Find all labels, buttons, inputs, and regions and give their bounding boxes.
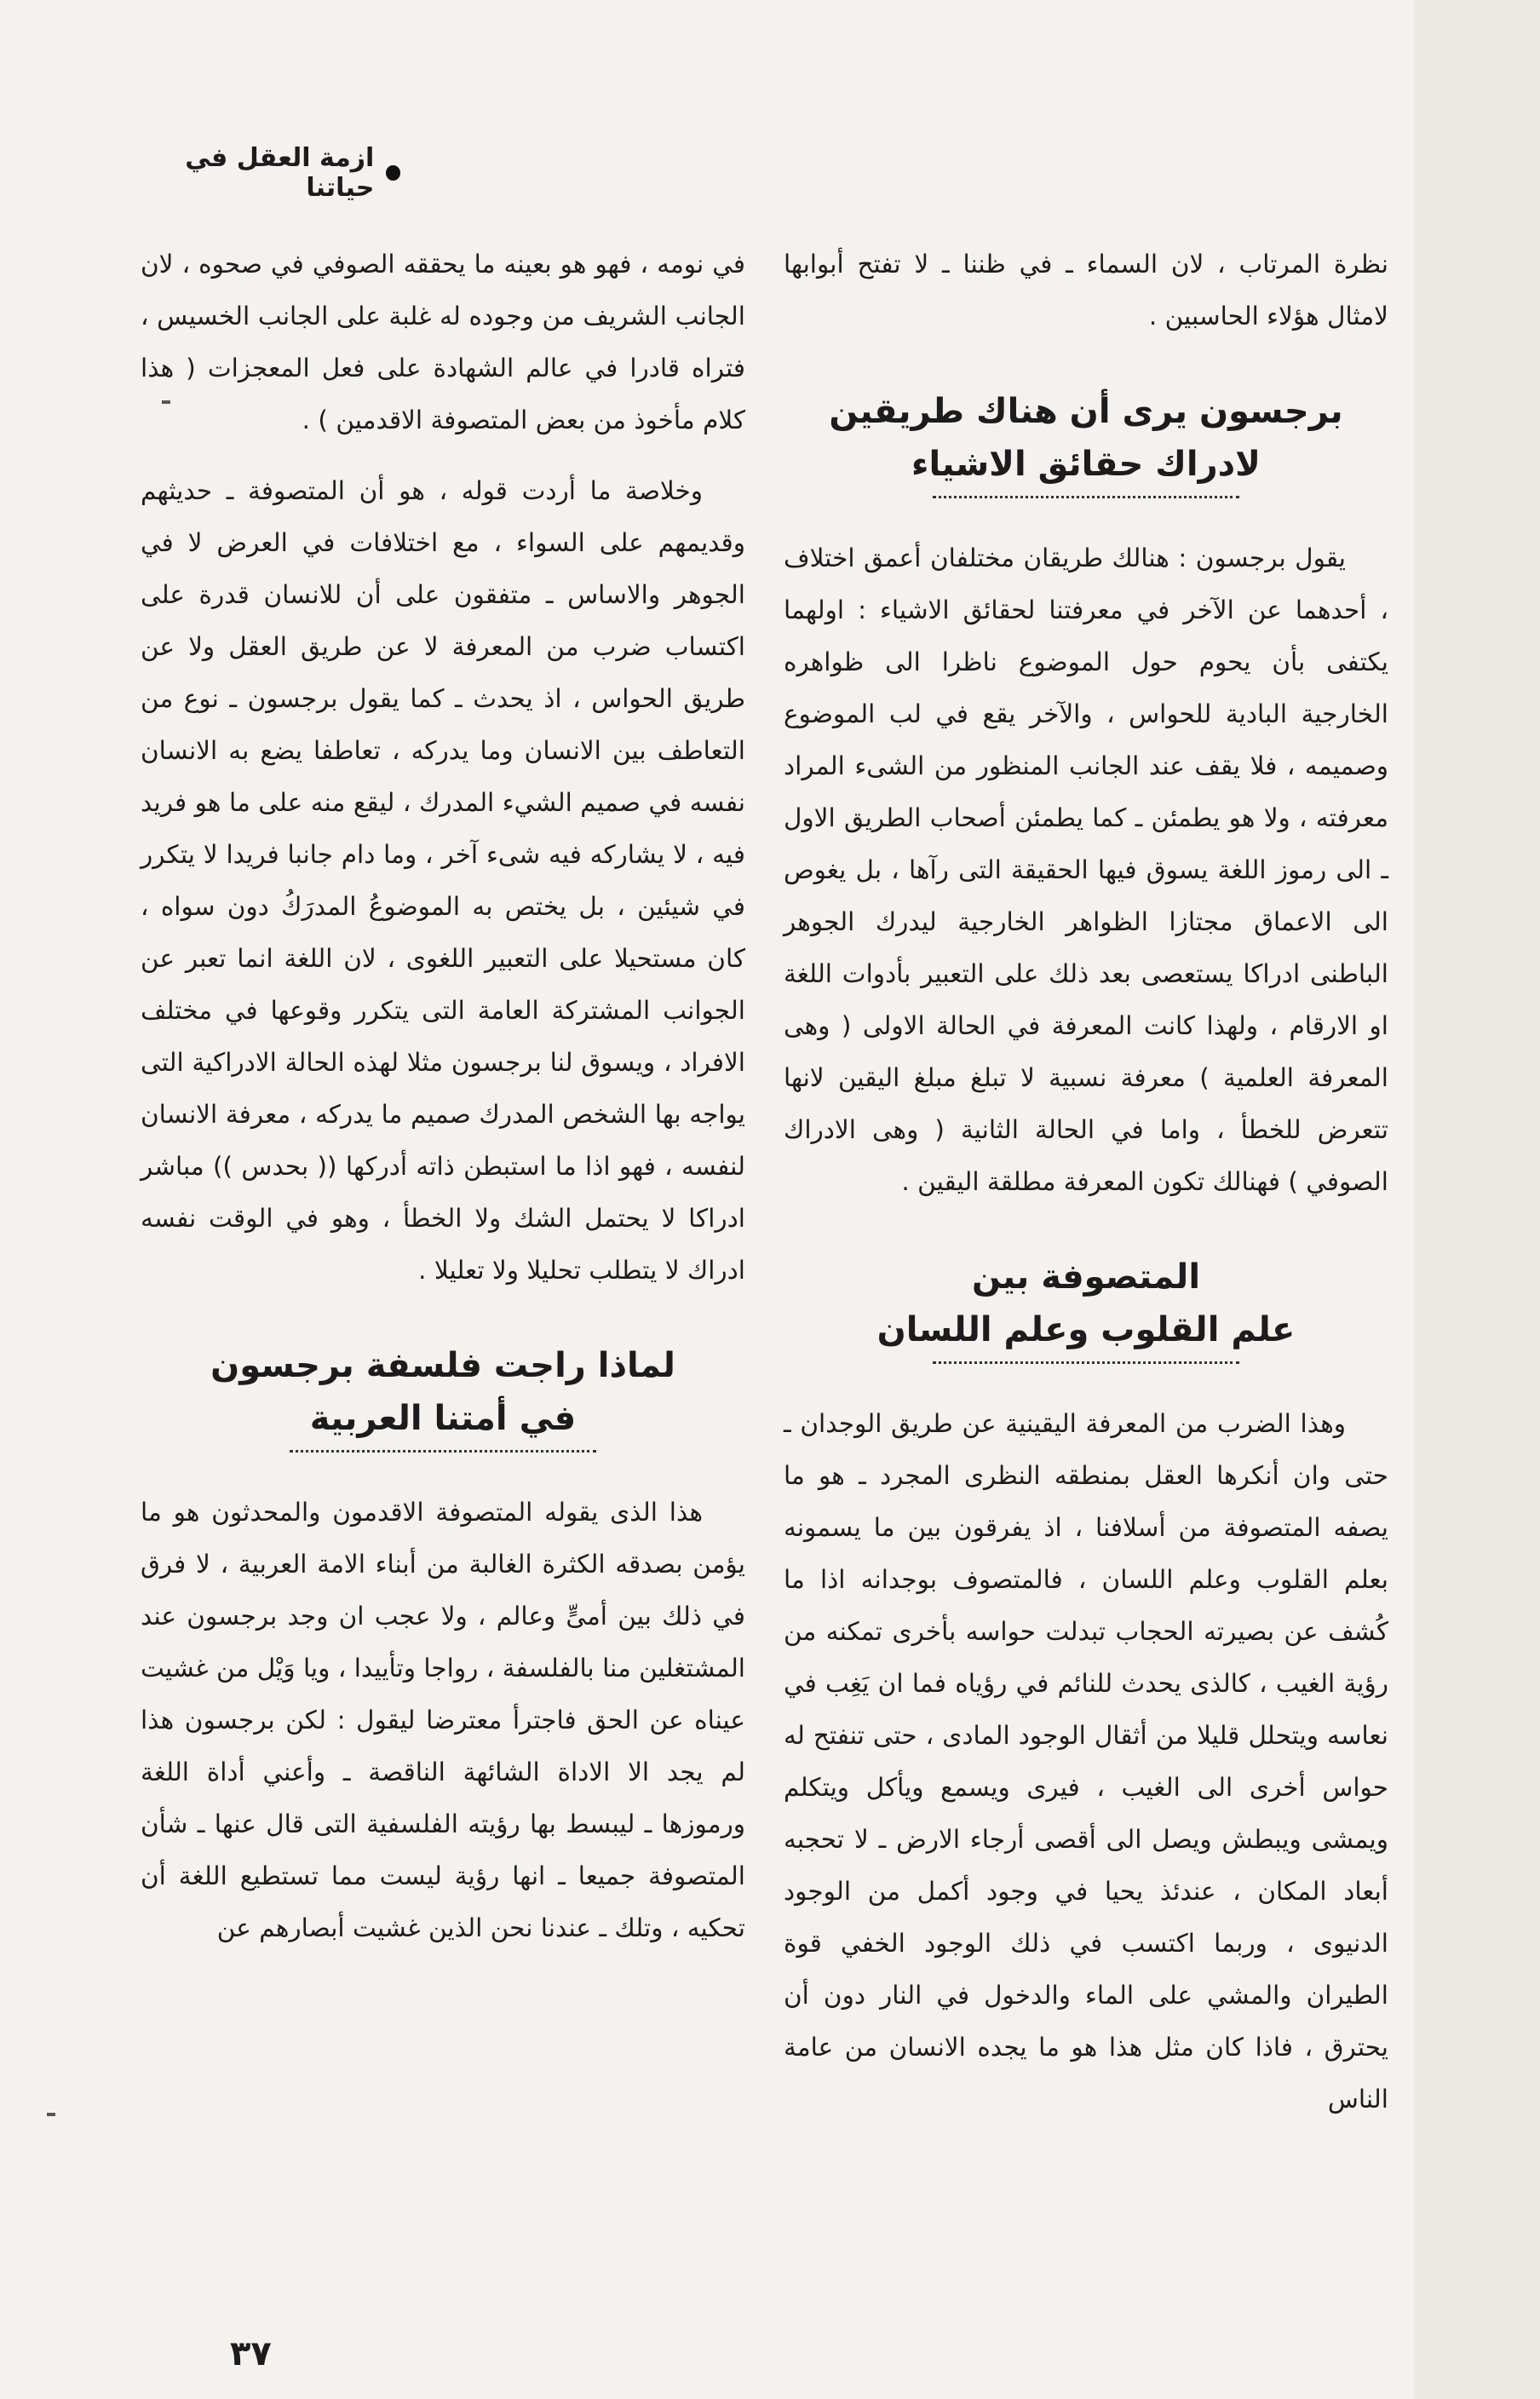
page-number: ٣٧ <box>230 2334 272 2373</box>
body-paragraph: يقول برجسون : هنالك طريقان مختلفان أعمق اختلاف ، أحدهما عن الآخر في معرفتنا لحقائق الاشياء : اولهما يكتفى بأن يحوم حول الموضوع ناظرا الى ظواهره الخارجية البادية للحواس ، والآخر يقع في لب الموضوع وصميمه ، فلا يقف عند الجانب المنظور من الشىء المراد معرفته ، ولا هو يطمئن ـ كما يطمئن أصحاب الطريق الاول ـ الى رموز اللغة يسوق فيها الحقيقة التى رآها ، بل يغوص الى الاعماق مجتازا الظواهر الخارجية ليدرك الجوهر الباطنى ادراكا يستعصى بعد ذلك على التعبير بأدوات اللغة او الارقام ، ولهذا كانت المعرفة في الحالة الاولى ( وهى المعرفة العلمية ) معرفة نسبية لا تبلغ مبلغ اليقين لانها تتعرض للخطأ ، واما في الحالة الثانية ( وهى الادراك الصوفي ) فهنالك تكون المعرفة مطلقة اليقين . <box>784 544 1388 1196</box>
body-paragraph: في نومه ، فهو هو بعينه ما يحققه الصوفي في صحوه ، لان الجانب الشريف من وجوده له غلبة على الجانب الخسيس ، فتراه قادرا في عالم الشهادة على فعل المعجزات ( هذا كلام مأخوذ من بعض المتصوفة الاقدمين ) . <box>141 250 745 434</box>
margin-mark <box>162 400 170 404</box>
section-heading-bergson-two-ways <box>784 385 1388 498</box>
body-paragraph: وخلاصة ما أردت قوله ، هو أن المتصوفة ـ حديثهم وقديمهم على السواء ، مع اختلافات في العرض لا في الجوهر والاساس ـ متفقون على أن للانسان قدرة على اكتساب ضرب من المعرفة لا عن طريق العقل ولا عن طريق الحواس ، اذ يحدث ـ كما يقول برجسون ـ نوع من التعاطف بين الانسان وما يدركه ، تعاطفا يضع به الانسان نفسه في صميم الشيء المدرك ، ليقع منه على ما هو فريد فيه ، لا يشاركه فيه شىء آخر ، وما دام جانبا فريدا لا يتكرر في شيئين ، بل يختص به الموضوعُ المدرَكُ دون سواه ، كان مستحيلا على التعبير اللغوى ، لان اللغة انما تعبر عن الجوانب المشتركة العامة التى يتكرر وقوعها في مختلف الافراد ، ويسوق لنا برجسون مثلا لهذه الحالة الادراكية التى يواجه بها الشخص المدرك صميم ما يدركه ، معرفة الانسان لنفسه ، فهو اذا ما استبطن ذاته أدركها (( بحدس )) مباشر ادراكا لا يحتمل الشك ولا الخطأ ، وهو في الوقت نفسه ادراك لا يتطلب تحليلا ولا تعليلا . <box>141 476 745 1285</box>
heading-underline <box>933 496 1239 498</box>
body-paragraph: هذا الذى يقوله المتصوفة الاقدمون والمحدثون هو ما يؤمن بصدقه الكثرة الغالبة من أبناء الامة العربية ، لا فرق في ذلك بين أمىٍّ وعالم ، ولا عجب ان وجد برجسون عند المشتغلين منا بالفلسفة ، رواجا وتأييدا ، ويا وَيْل من غشيت عيناه عن الحق فاجترأ معترضا ليقول : لكن برجسون هذا لم يجد الا الاداة الشائهة الناقصة ـ وأعني أداة اللغة ورموزها ـ ليبسط بها رؤيته الفلسفية التى قال عنها ـ شأن المتصوفة جميعا ـ انها رؤية ليست مما تستطيع اللغة أن تحكيه ، وتلك ـ عندنا نحن الذين غشيت أبصارهم عن <box>141 1498 745 1942</box>
heading-line: المتصوفة بين <box>971 1257 1201 1297</box>
heading-line: في أمتنا العربية <box>309 1399 577 1438</box>
header-title: ازمة العقل في حياتنا <box>185 143 375 203</box>
intro-paragraph: نظرة المرتاب ، لان السماء ـ في ظننا ـ لا تفتح أبوابها لامثال هؤلاء الحاسبين . <box>784 250 1388 331</box>
heading-line: لادراك حقائق الاشياء <box>911 445 1261 484</box>
margin-mark <box>47 2113 55 2116</box>
heading-underline <box>290 1450 596 1453</box>
heading-underline <box>933 1361 1239 1364</box>
running-header <box>128 143 400 203</box>
heading-line: لماذا راجت فلسفة برجسون <box>210 1346 675 1385</box>
heading-line: برجسون يرى أن هناك طريقين <box>829 392 1343 431</box>
body-paragraph: وهذا الضرب من المعرفة اليقينية عن طريق الوجدان ـ حتى وان أنكرها العقل بمنطقه النظرى المجرد ـ هو ما يصفه المتصوفة من أسلافنا ، اذ يفرقون بين ما يسمونه بعلم القلوب وعلم اللسان ، فالمتصوف بوجدانه اذا ما كُشف عن بصيرته الحجاب تبدلت حواسه بأخرى تمكنه من رؤية الغيب ، كالذى يحدث للنائم في رؤياه فما ان يَغِب في نعاسه ويتحلل قليلا من أثقال الوجود المادى ، حتى تنفتح له حواس أخرى الى الغيب ، فيرى ويسمع ويأكل ويتكلم ويمشى ويبطش ويصل الى أقصى أرجاء الارض ـ لا تحجبه أبعاد المكان ، عندئذ يحيا في وجود أكمل من الوجود الدنيوى ، وربما اكتسب في ذلك الوجود الخفي قوة الطيران والمشي على الماء والدخول في النار دون أن يحترق ، فاذا كان مثل هذا هو ما يجده الانسان من عامة الناس <box>784 1409 1388 2114</box>
section-heading-sufis <box>784 1251 1388 1364</box>
bullet-icon <box>386 165 400 181</box>
section-heading-why-bergson <box>141 1339 745 1453</box>
heading-line: علم القلوب وعلم اللسان <box>876 1310 1296 1349</box>
right-column <box>784 239 1388 2144</box>
left-column <box>141 239 745 1973</box>
